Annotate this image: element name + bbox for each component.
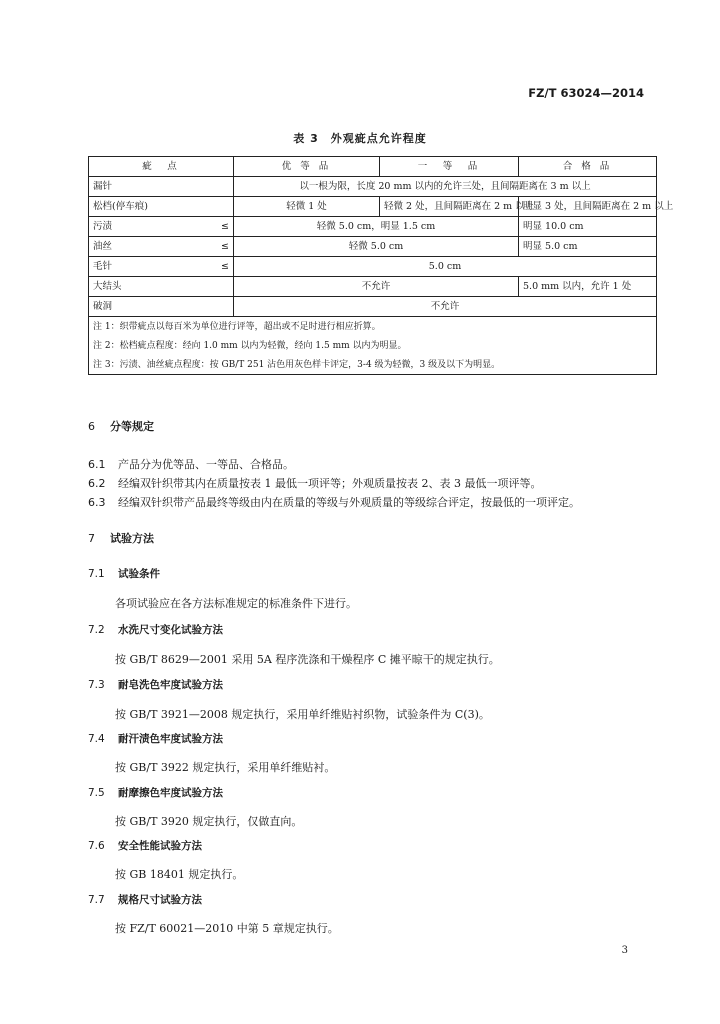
clause-text: 经编双针织带其内在质量按表 1 最低一项评等；外观质量按表 2、表 3 最低一项评等。 xyxy=(118,477,542,490)
section-title: 分等规定 xyxy=(110,420,154,433)
subsection-text: 按 GB/T 3922 规定执行，采用单纤维贴衬。 xyxy=(115,761,336,774)
less-equal-symbol: ≤ xyxy=(221,260,229,272)
subsection-number: 7.4 xyxy=(88,733,105,745)
table-note-row xyxy=(89,317,657,337)
table-header-row xyxy=(89,157,657,177)
table-note-row xyxy=(89,336,657,355)
section-heading xyxy=(88,418,154,434)
subsection-title: 试验条件 xyxy=(118,568,160,580)
clause-text: 产品分为优等品、一等品、合格品。 xyxy=(118,458,294,471)
table-row xyxy=(89,277,657,297)
subsection-text: 各项试验应在各方法标准规定的标准条件下进行。 xyxy=(115,597,357,610)
clause-number: 6.3 xyxy=(88,496,106,509)
defect-tolerance-table xyxy=(88,156,674,375)
subsection-title: 耐摩擦色牢度试验方法 xyxy=(118,787,223,799)
defect-name-cell xyxy=(89,257,234,277)
less-equal-symbol: ≤ xyxy=(221,220,229,232)
table-cell: 明显 5.0 cm xyxy=(519,237,657,257)
subsection-title: 规格尺寸试验方法 xyxy=(118,894,202,906)
subsection-number: 7.7 xyxy=(88,894,105,906)
table-row xyxy=(89,197,657,217)
table-cell: 明显 10.0 cm xyxy=(519,217,657,237)
defect-name-cell xyxy=(89,217,234,237)
table-cell: 轻微 5.0 cm xyxy=(234,237,519,257)
subsection-heading xyxy=(88,892,202,907)
table-row xyxy=(89,237,657,257)
subsection-title: 水洗尺寸变化试验方法 xyxy=(118,624,223,636)
subsection-text: 按 GB/T 8629—2001 采用 5A 程序洗涤和干燥程序 C 摊平晾干的规定执行。 xyxy=(115,653,500,666)
subsection-number: 7.6 xyxy=(88,840,105,852)
table-row xyxy=(89,297,657,317)
standard-code: FZ/T 63024—2014 xyxy=(528,86,644,100)
table-title: 表 3 外观疵点允许程度 xyxy=(293,132,427,145)
table-cell: 5.0 cm xyxy=(234,257,657,277)
defect-name: 破洞 xyxy=(89,297,234,317)
clause xyxy=(88,494,580,510)
clause xyxy=(88,475,541,491)
defect-name: 漏针 xyxy=(89,177,234,197)
section-title: 试验方法 xyxy=(110,532,154,545)
subsection-heading xyxy=(88,731,223,746)
subsection-heading xyxy=(88,677,223,692)
subsection-title: 耐皂洗色牢度试验方法 xyxy=(118,679,223,691)
table-cell: 轻微 5.0 cm，明显 1.5 cm xyxy=(234,217,519,237)
subsection-number: 7.5 xyxy=(88,787,105,799)
defect-name: 松档(停车痕) xyxy=(89,197,234,217)
table-note-row xyxy=(89,355,657,375)
table-note: 注 2：松档疵点程度：经向 1.0 mm 以内为轻微，经向 1.5 mm 以内为明显。 xyxy=(89,336,657,355)
page-number: 3 xyxy=(621,945,628,956)
subsection-number: 7.2 xyxy=(88,624,105,636)
subsection-number: 7.1 xyxy=(88,568,105,580)
table-row xyxy=(89,177,657,197)
table-row xyxy=(89,257,657,277)
subsection-text: 按 FZ/T 60021—2010 中第 5 章规定执行。 xyxy=(115,922,339,935)
defect-name: 大结头 xyxy=(89,277,234,297)
table-note: 注 3：污渍、油丝疵点程度：按 GB/T 251 沾色用灰色样卡评定，3-4 级为轻微，3 级及以下为明显。 xyxy=(89,355,657,375)
table-cell: 5.0 mm 以内，允许 1 处 xyxy=(519,277,657,297)
clause-number: 6.2 xyxy=(88,477,106,490)
subsection-heading xyxy=(88,566,160,581)
table-cell: 不允许 xyxy=(234,297,657,317)
table-row xyxy=(89,217,657,237)
clause xyxy=(88,456,294,472)
table-note: 注 1：织带疵点以每百米为单位进行评等，超出或不足时进行相应折算。 xyxy=(89,317,657,337)
column-header: 合 格 品 xyxy=(519,157,657,177)
subsection-title: 安全性能试验方法 xyxy=(118,840,202,852)
subsection-heading xyxy=(88,785,223,800)
defect-name: 油丝 xyxy=(93,240,113,252)
subsection-heading xyxy=(88,838,202,853)
table-cell: 轻微 1 处 xyxy=(234,197,380,217)
less-equal-symbol: ≤ xyxy=(221,240,229,252)
table-cell: 轻微 2 处，且间隔距离在 2 m 以上 xyxy=(380,197,519,217)
section-number: 6 xyxy=(88,420,95,433)
defect-name: 毛针 xyxy=(93,260,113,272)
table-cell: 以一根为限，长度 20 mm 以内的允许三处，且间隔距离在 3 m 以上 xyxy=(234,177,657,197)
column-header: 一 等 品 xyxy=(380,157,519,177)
subsection-text: 按 GB 18401 规定执行。 xyxy=(115,868,244,881)
column-header: 疵 点 xyxy=(89,157,234,177)
clause-number: 6.1 xyxy=(88,458,106,471)
defect-name-cell xyxy=(89,237,234,257)
subsection-heading xyxy=(88,622,223,637)
subsection-title: 耐汗渍色牢度试验方法 xyxy=(118,733,223,745)
subsection-text: 按 GB/T 3920 规定执行，仅做直向。 xyxy=(115,815,303,828)
subsection-text: 按 GB/T 3921—2008 规定执行，采用单纤维贴衬织物，试验条件为 C(3)。 xyxy=(115,708,490,721)
clause-text: 经编双针织带产品最终等级由内在质量的等级与外观质量的等级综合评定，按最低的一项评定。 xyxy=(118,496,580,509)
table-cell: 明显 3 处，且间隔距离在 2 m 以上 xyxy=(519,197,657,217)
section-number: 7 xyxy=(88,532,95,545)
subsection-number: 7.3 xyxy=(88,679,105,691)
table-cell: 不允许 xyxy=(234,277,519,297)
defect-name: 污渍 xyxy=(93,220,113,232)
section-heading xyxy=(88,530,154,546)
column-header: 优 等 品 xyxy=(234,157,380,177)
